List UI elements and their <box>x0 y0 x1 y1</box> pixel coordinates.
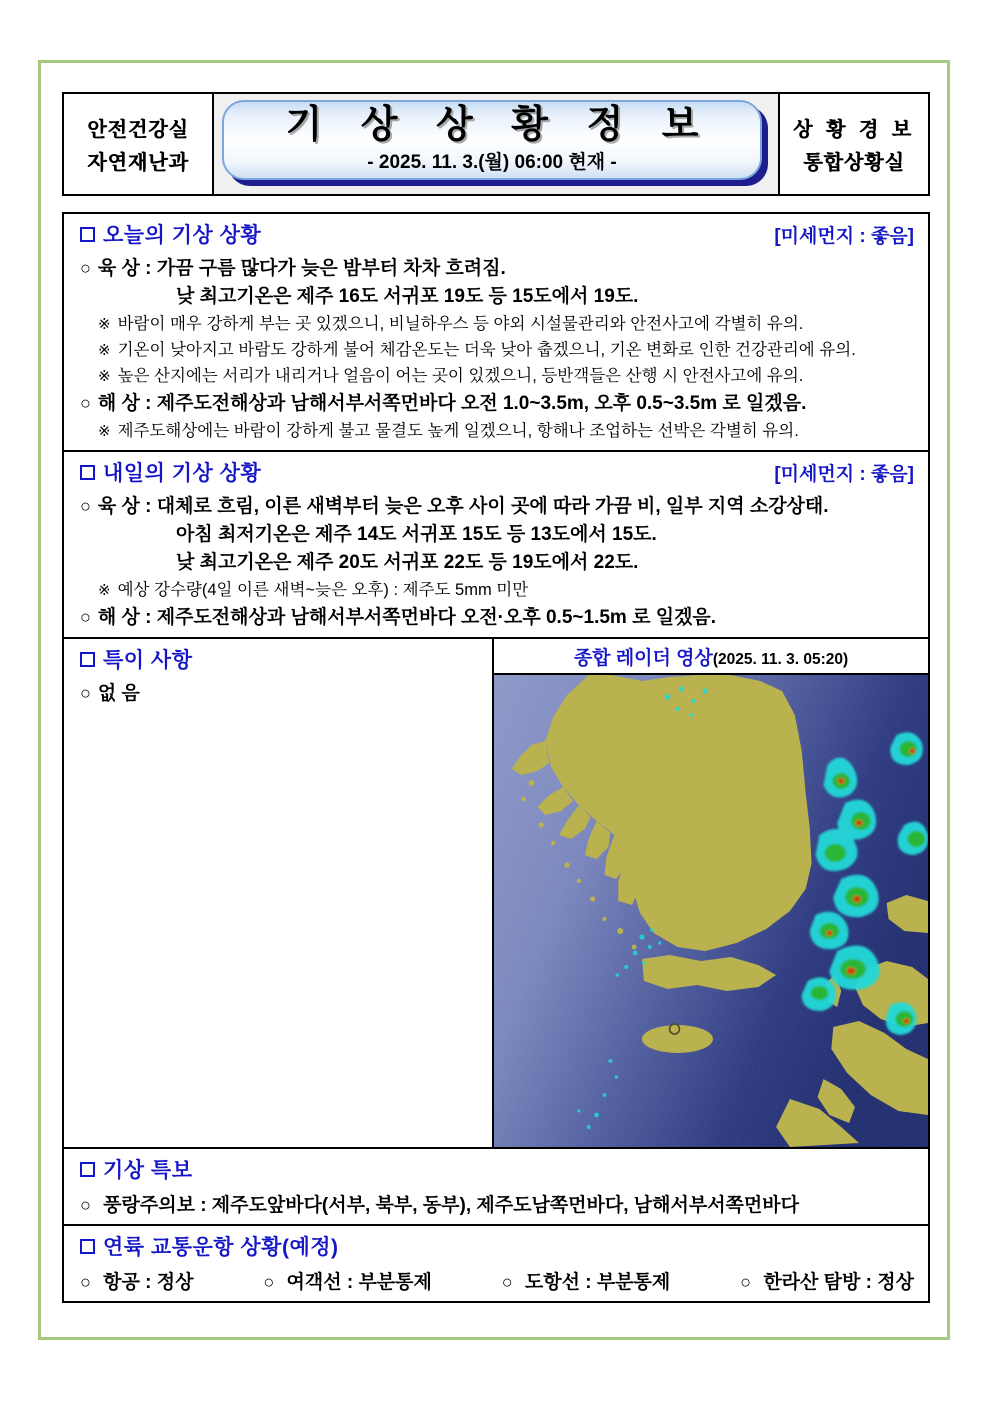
checkbox-icon <box>80 652 95 667</box>
star-bullet-icon: ※ <box>98 423 111 440</box>
transport-item-air <box>80 1267 193 1294</box>
section-tomorrow-body <box>64 491 928 637</box>
section-tomorrow-title: 내일의 기상 상황 <box>103 462 262 485</box>
document-body <box>62 212 930 1303</box>
today-dust-badge: [미세먼지 : 좋음] <box>774 225 914 247</box>
radar-caption-title: 종합 레이더 영상 <box>573 648 713 669</box>
star-bullet-icon: ※ <box>98 582 111 599</box>
transport-item-hallasan <box>740 1267 914 1294</box>
transport-item-island-boat-text: 도항선 : 부분통제 <box>524 1272 671 1293</box>
page-title-timestamp: - 2025. 11. 3.(월) 06:00 현재 - <box>367 152 617 174</box>
radar-image-graphic <box>494 675 928 1147</box>
special-item-line <box>80 678 482 705</box>
section-special-title: 특이 사항 <box>103 649 193 672</box>
header-left-department <box>64 94 214 194</box>
today-land-temp: 낮 최고기온은 제주 16도 서귀포 19도 등 15도에서 19도. <box>176 286 639 307</box>
circle-bullet-icon: ○ <box>80 607 91 627</box>
section-special <box>64 639 494 1147</box>
tomorrow-dust-badge: [미세먼지 : 좋음] <box>774 463 914 485</box>
special-item-text: 없 음 <box>97 683 140 704</box>
header-right-line-1: 상 황 경 보 <box>793 119 915 141</box>
today-land-label: 육 상 : <box>97 258 152 279</box>
transport-item-island-boat <box>502 1267 671 1294</box>
section-alerts-title: 기상 특보 <box>103 1159 193 1182</box>
checkbox-icon <box>80 227 95 242</box>
checkbox-icon <box>80 1162 95 1177</box>
section-special-title-group <box>80 644 192 674</box>
tomorrow-land-label: 육 상 : <box>97 496 152 517</box>
today-note-1 <box>80 310 918 334</box>
today-note-1-text: 바람이 매우 강하게 부는 곳 있겠으니, 비닐하우스 등 야외 시설물관리와 안전사고에 각별히 유의. <box>117 315 804 333</box>
tomorrow-sea-line <box>80 602 918 629</box>
transport-item-air-text: 항공 : 정상 <box>103 1272 194 1293</box>
tomorrow-temp-max: 낮 최고기온은 제주 20도 서귀포 22도 등 19도에서 22도. <box>176 552 639 573</box>
today-sea-label: 해 상 : <box>97 393 152 414</box>
header-right-office <box>778 94 928 194</box>
circle-bullet-icon: ○ <box>80 683 91 703</box>
tomorrow-sea-text: 제주도전해상과 남해서부서쪽먼바다 오전·오후 0.5~1.5m 로 일겠음. <box>156 607 717 628</box>
section-today-header <box>64 214 928 252</box>
today-sea-line <box>80 388 918 415</box>
circle-bullet-icon: ○ <box>80 1195 91 1215</box>
star-bullet-icon: ※ <box>98 368 111 385</box>
section-today <box>64 214 928 452</box>
circle-bullet-icon: ○ <box>80 258 91 278</box>
header-left-line-2: 자연재난과 <box>87 152 189 174</box>
transport-item-hallasan-text: 한라산 탐방 : 정상 <box>763 1272 914 1293</box>
section-transport-title-group <box>80 1231 339 1261</box>
header-title-cell <box>214 94 778 194</box>
section-today-body <box>64 253 928 450</box>
section-alerts <box>64 1149 928 1226</box>
section-special-body <box>64 678 492 713</box>
section-tomorrow <box>64 452 928 639</box>
today-land-line <box>80 253 918 280</box>
radar-caption <box>494 639 928 675</box>
section-special-and-radar <box>64 639 928 1149</box>
section-alerts-header <box>64 1149 928 1187</box>
tomorrow-rain-note-text: 예상 강수량(4일 이른 새벽~늦은 오후) : 제주도 5mm 미만 <box>117 581 529 599</box>
today-land-text: 가끔 구름 많다가 늦은 밤부터 차차 흐려짐. <box>156 258 506 279</box>
section-transport <box>64 1226 928 1301</box>
tomorrow-sea-label: 해 상 : <box>97 607 152 628</box>
section-special-header <box>64 639 492 677</box>
today-note-2-text: 기온이 낮아지고 바람도 강하게 불어 체감온도는 더욱 낮아 춥겠으니, 기온 변화로 인한 건강관리에 유의. <box>117 341 856 359</box>
circle-bullet-icon: ○ <box>263 1272 275 1292</box>
header-left-line-1: 안전건강실 <box>87 119 189 141</box>
transport-item-ferry-text: 여객선 : 부분통제 <box>286 1272 432 1293</box>
tomorrow-land-text: 대체로 흐림, 이른 새벽부터 늦은 오후 사이 곳에 따라 가끔 비, 일부 지역 소강상태. <box>156 496 829 517</box>
today-sea-note-text: 제주도해상에는 바람이 강하게 불고 물결도 높게 일겠으니, 항해나 조업하는 선박은 각별히 유의. <box>117 422 799 440</box>
checkbox-icon <box>80 1239 95 1254</box>
circle-bullet-icon: ○ <box>80 496 91 516</box>
tomorrow-temp-min: 아침 최저기온은 제주 14도 서귀포 15도 등 13도에서 15도. <box>176 524 657 545</box>
transport-item-ferry <box>263 1267 432 1294</box>
star-bullet-icon: ※ <box>98 342 111 359</box>
today-sea-text: 제주도전해상과 남해서부서쪽먼바다 오전 1.0~3.5m, 오후 0.5~3.5m 로 일겠음. <box>156 393 807 414</box>
tomorrow-land-line <box>80 491 918 518</box>
circle-bullet-icon: ○ <box>80 1272 91 1292</box>
transport-status-row <box>64 1264 928 1301</box>
today-note-3-text: 높은 산지에는 서리가 내리거나 얼음이 어는 곳이 있겠으니, 등반객들은 산행 시 안전사고에 유의. <box>117 367 804 385</box>
section-today-title-group <box>80 219 261 249</box>
section-today-title: 오늘의 기상 상황 <box>103 224 262 247</box>
radar-caption-time: (2025. 11. 3. 05:20) <box>712 651 849 668</box>
section-tomorrow-header <box>64 452 928 490</box>
alerts-item-line <box>64 1187 928 1224</box>
circle-bullet-icon: ○ <box>740 1272 752 1292</box>
circle-bullet-icon: ○ <box>80 393 91 413</box>
document-header <box>62 92 930 196</box>
today-land-temp-line <box>80 281 918 308</box>
circle-bullet-icon: ○ <box>501 1272 513 1292</box>
checkbox-icon <box>80 465 95 480</box>
section-radar <box>494 639 928 1147</box>
title-plate <box>222 100 762 180</box>
star-bullet-icon: ※ <box>98 316 111 333</box>
today-note-3 <box>80 362 918 386</box>
tomorrow-temp-min-line <box>80 519 918 546</box>
tomorrow-rain-note <box>80 576 918 600</box>
section-tomorrow-title-group <box>80 457 261 487</box>
page-title: 기 상 상 황 정 보 <box>285 103 713 146</box>
today-note-2 <box>80 336 918 360</box>
tomorrow-temp-max-line <box>80 547 918 574</box>
section-transport-title: 연륙 교통운항 상황(예정) <box>103 1236 339 1259</box>
header-right-line-2: 통합상황실 <box>803 152 905 174</box>
section-alerts-title-group <box>80 1154 192 1184</box>
alerts-item-text: 풍랑주의보 : 제주도앞바다(서부, 북부, 동부), 제주도남쪽먼바다, 남해서부서쪽먼바다 <box>103 1195 799 1216</box>
radar-image <box>494 675 928 1147</box>
today-sea-note <box>80 417 918 441</box>
section-transport-header <box>64 1226 928 1264</box>
